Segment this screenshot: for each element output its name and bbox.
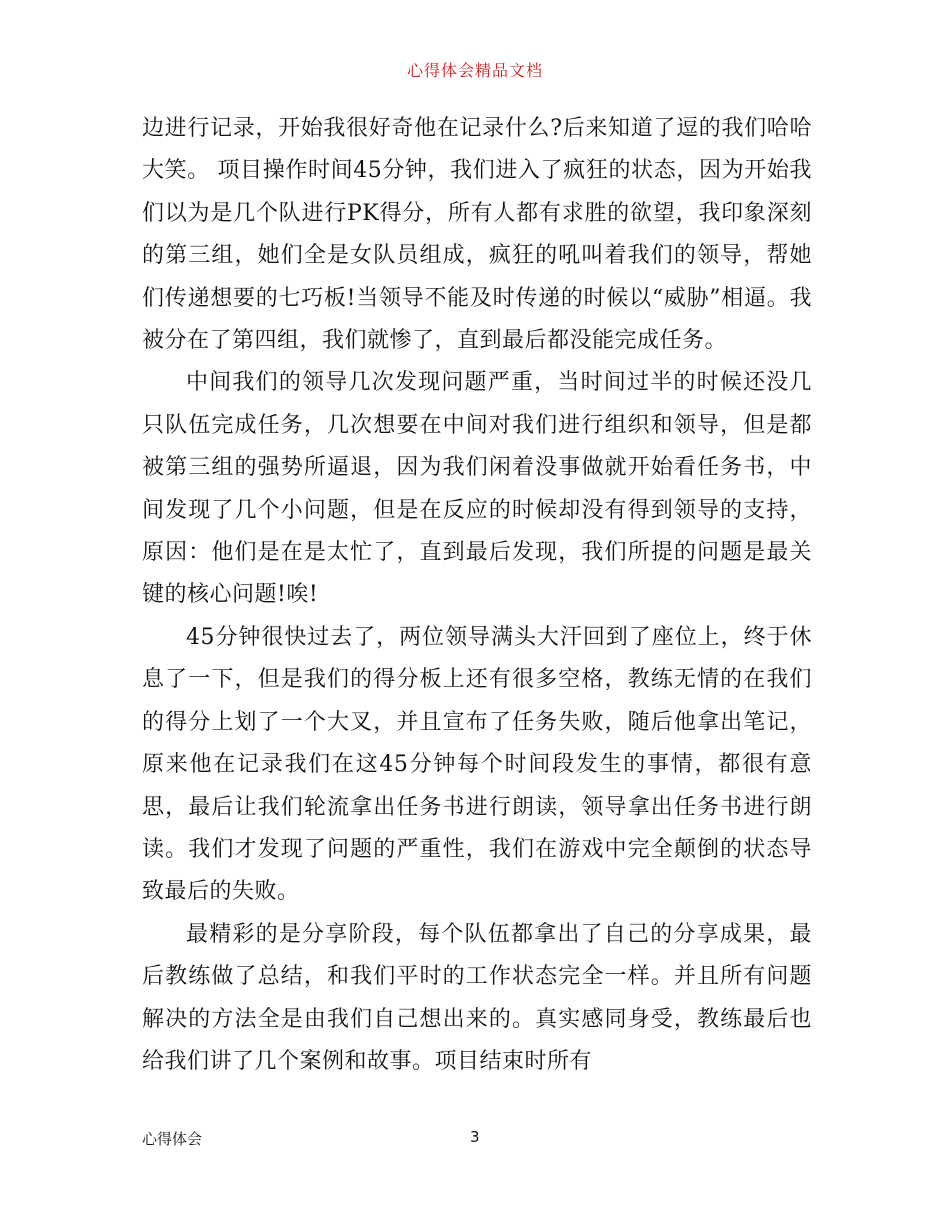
- paragraph-continuation: 边进行记录，开始我很好奇他在记录什么?后来知道了逗的我们哈哈大笑。 项目操作时间45分钟，我们进入了疯狂的状态，因为开始我们以为是几个队进行PK得分，所有人都有求胜的欲望，我印象深刻的第三组，她们全是女队员组成，疯狂的吼叫着我们的领导，帮她们传递想要的七巧板!当领导不能及时传递的时候以“威胁”相逼。我被分在了第四组，我们就惨了，直到最后都没能完成任务。: [142, 116, 812, 354]
- document-header-title: 心得体会精品文档: [406, 61, 543, 80]
- paragraph: 中间我们的领导几次发现问题严重，当时间过半的时候还没几只队伍完成任务，几次想要在中间对我们进行组织和领导，但是都被第三组的强势所逼退，因为我们闲着没事做就开始看任务书，中间发现了几个小问题，但是在反应的时候却没有得到领导的支持，原因：他们是在是太忙了，直到最后发现，我们所提的问题是最关键的核心问题!唉!: [142, 370, 812, 608]
- paragraph: 最精彩的是分享阶段，每个队伍都拿出了自己的分享成果，最后教练做了总结，和我们平时的工作状态完全一样。并且所有问题解决的方法全是由我们自己想出来的。真实感同身受，教练最后也给我们讲了几个案例和故事。项目结束时所有: [142, 921, 812, 1074]
- page-number: 3: [470, 1128, 480, 1146]
- paragraph: 45分钟很快过去了，两位领导满头大汗回到了座位上，终于休息了一下，但是我们的得分板上还有很多空格，教练无情的在我们的得分上划了一个大叉，并且宣布了任务失败，随后他拿出笔记，原来他在记录我们在这45分钟每个时间段发生的事情，都很有意思，最后让我们轮流拿出任务书进行朗读，领导拿出任务书进行朗读。我们才发现了问题的严重性，我们在游戏中完全颠倒的状态导致最后的失败。: [142, 624, 812, 905]
- document-body: [142, 108, 812, 1083]
- footer-label: 心得体会: [142, 1130, 203, 1148]
